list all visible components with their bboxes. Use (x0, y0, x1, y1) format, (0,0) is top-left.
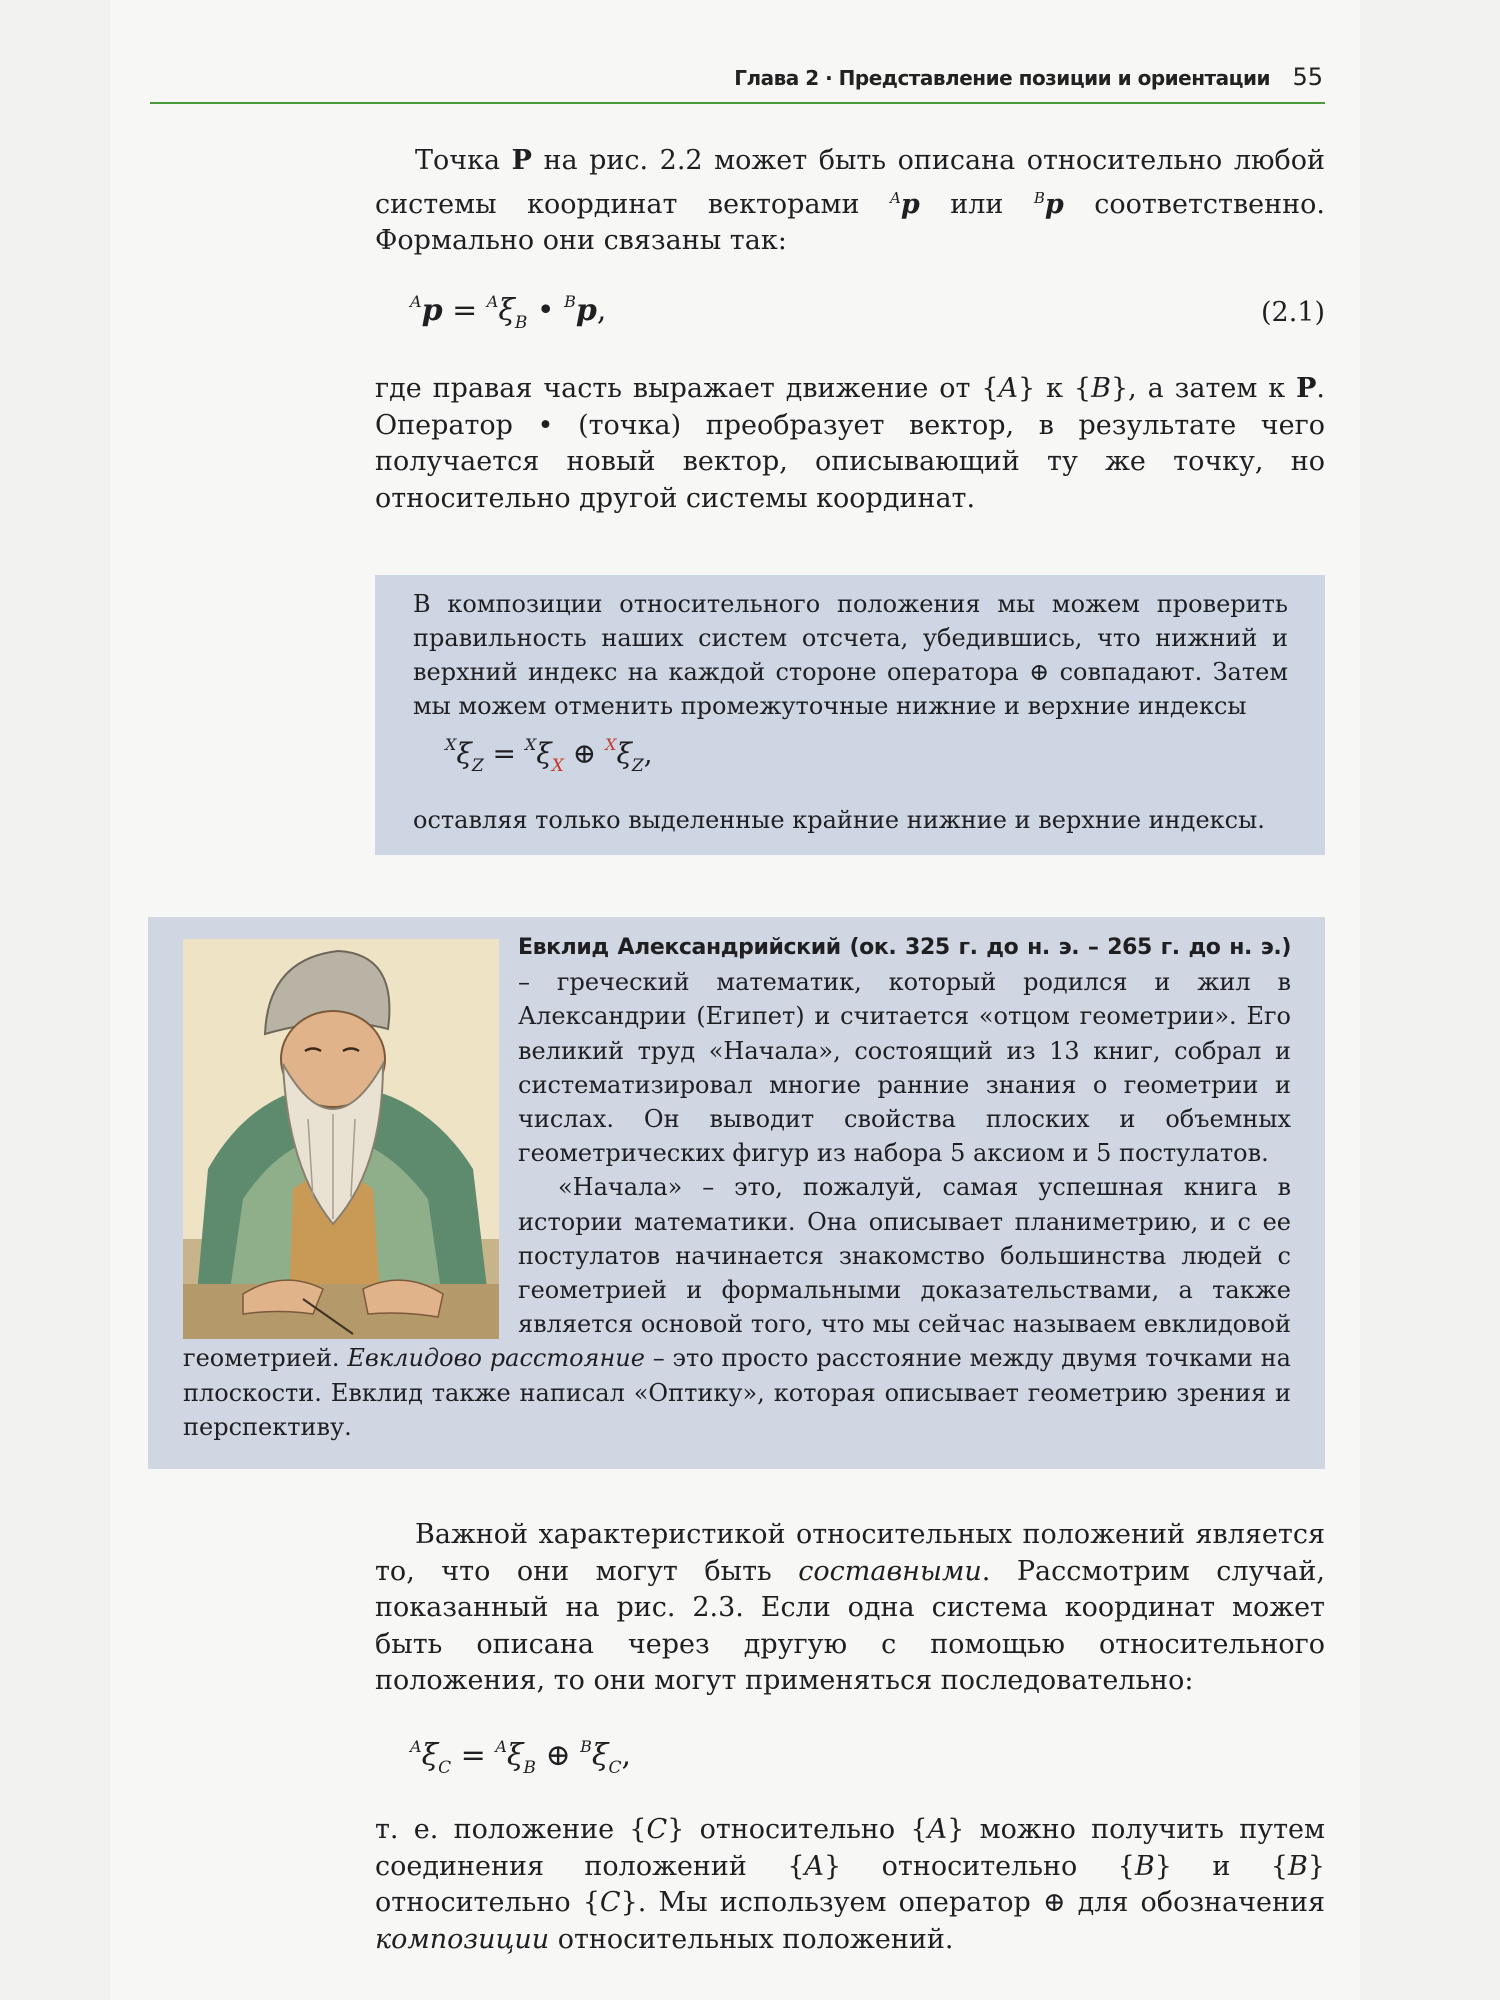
chapter-title: Глава 2 · Представление позиции и ориентации (734, 66, 1270, 90)
paragraph-2: где правая часть выражает движение от {A} к {B}, а затем к P. Оператор • (точка) преобразует вектор, в результате чего получается новый вектор, описывающий ту же точку, но относительно другой системы координат. (375, 373, 1325, 514)
biography-box (148, 917, 1325, 1469)
biography-text: Евклид Александрийский (ок. 325 г. до н. э. – 265 г. до н. э.) – греческий математик, который родился и жил в Александрии (Египет) и считается «отцом геометрии». Его великий труд «Начала», состоящий из 13 книг, собрал и систематизировал многие ранние знания о геометрии и числах. Он выводит свойства плоских и объемных геометрических фигур из набора 5 аксиом и 5 постулатов. «Начала» – это, пожалуй, самая успешная книга в истории математики. Она описывает планиметрию, и с ее постулатов начинается знакомство большинства людей с геометрией и формальными доказательствами, а также является основой того, что мы сейчас называем евклидовой геометрией. Евклидово расстояние – это просто расстояние между двумя точками на плоскости. Евклид также написал «Оптику», которая описывает геометрию зрения и перспективу. (183, 935, 1291, 1441)
note-text: В композиции относительного положения мы можем проверить правильность наших систем отсчета, убедившись, что нижний и верхний индекс на каждой стороне оператора ⊕ совпадают. Затем мы можем отменить промежуточные нижние и верхние индексы (413, 590, 1288, 720)
note-box-composition (375, 575, 1325, 855)
paragraph-4: т. е. положение {C} относительно {A} можно получить путем соединения положений {A} относительно {B} и {B} относительно {C}. Мы используем оператор ⊕ для обозначения композиции относительных положений. (375, 1814, 1326, 1955)
paragraph-1: Точка P на рис. 2.2 может быть описана относительно любой системы координат векторами $^A$p или $^B$p соответственно. Формально они связаны так: (375, 145, 1326, 256)
equation-composition: $^A\xi_C = ^A\xi_B$ ⊕ $^B\xi_C$, (410, 1737, 631, 1778)
equation-number: (2.1) (1260, 297, 1325, 328)
euclid-name: Евклид Александрийский (ок. 325 г. до н. э. – 265 г. до н. э.) (518, 935, 1291, 960)
equation-2-1: $^Ap = ^A\xi_B$ • $^B$p, (410, 292, 607, 333)
paragraph-3: Важной характеристикой относительных положений является то, что они могут быть составными. Рассмотрим случай, показанный на рис. 2.3. Если одна система координат может быть описана через другую с помощью относительного положения, то они могут применяться последовательно: (375, 1519, 1325, 1696)
running-header (150, 58, 1325, 104)
note-text-end: оставляя только выделенные крайние нижние и верхние индексы. (413, 806, 1265, 834)
composition-formula: $^X\xi_Z = ^X\xi_X$ ⊕ $^X\xi_Z$, (445, 735, 653, 776)
page-number: 55 (1292, 63, 1323, 91)
